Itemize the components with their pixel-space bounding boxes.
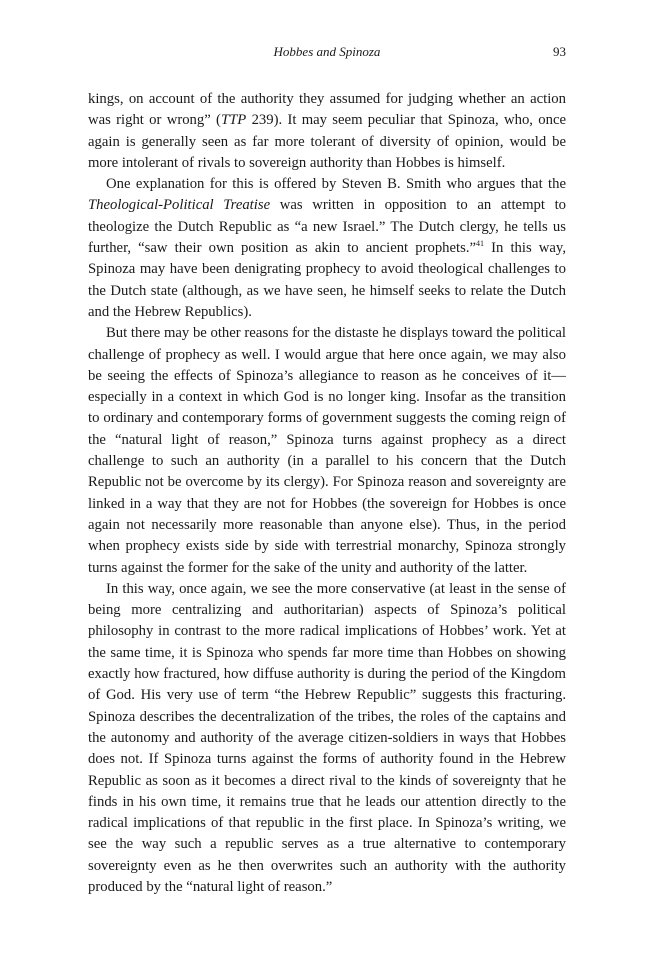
- page-number: 93: [553, 44, 566, 59]
- paragraph-3: But there may be other reasons for the distaste he displays toward the political challenge of prophecy as well. I would argue that here once again, we may also be seeing the effects of Spinoza’s allegiance to reason as he conceives of it—especially in a context in which God is no longer king. Insofar as the transition to ordinary and contemporary forms of government suggests the coming reign of the “natural light of reason,” Spinoza turns against prophecy as a direct challenge to such an authority (in a parallel to his concern that the Dutch Republic not be overcome by its clergy). For Spinoza reason and sovereignty are linked in a way that they are not for Hobbes (the sovereign for Hobbes is once again not necessarily more reasonable than anyone else). Thus, in the period when prophecy exists side by side with terrestrial monarchy, Spinoza strongly turns against the former for the sake of the unity and authority of the latter.: [88, 325, 566, 576]
- running-title: Hobbes and Spinoza: [273, 44, 381, 59]
- paragraph-2-text-b: was written in opposition to an attempt to theologize the Dutch Republic as “a new Israel.” The Dutch clergy, he tells us further, “saw their own position as akin to ancient prophets.”: [88, 197, 566, 257]
- page-header: [88, 44, 566, 64]
- paragraph-4: In this way, once again, we see the more conservative (at least in the sense of being more centralizing and authoritarian) aspects of Spinoza’s political philosophy in contrast to the more radical implications of Hobbes’ work. Yet at the same time, it is Spinoza who spends far more time than Hobbes on showing exactly how fractured, how diffuse authority is during the period of the Kingdom of God. His very use of term “the Hebrew Republic” suggests this fracturing. Spinoza describes the decentralization of the tribes, the roles of the captains and the autonomy and authority of the average citizen-soldiers in ways that Hobbes does not. If Spinoza turns against the forms of authority found in the Hebrew Republic as soon as it becomes a direct rival to the kinds of sovereignty that he finds in his own time, it remains true that he leads our attention directly to the radical implications of that republic in the first place. In Spinoza’s writing, we see the way such a republic serves as a true alternative to contemporary sovereignty even as he then overwrites such an authority with the authority produced by the “natural light of reason.”: [88, 580, 566, 895]
- paragraph-2: [88, 174, 566, 323]
- paragraph-2-text-c: In this way, Spinoza may have been denigrating prophecy to avoid theological challenges to the Dutch state (although, as we have seen, he himself seeks to relate the Dutch and the Hebrew Republics).: [88, 240, 566, 320]
- paragraph-2-text-a: One explanation for this is offered by Steven B. Smith who argues that the: [106, 176, 566, 193]
- footnote-marker: 41: [476, 239, 485, 249]
- citation-ttp: TTP: [220, 112, 247, 129]
- paragraph-1-text-a: kings, on account of the authority they assumed for judging whether an action was right or wrong” (: [88, 91, 566, 129]
- paragraph-1-text-b: 239). It may seem peculiar that Spinoza, who, once again is generally seen as far more tolerant of diversity of opinion, would be more intolerant of rivals to sovereign authority than Hobbes is himself.: [88, 112, 566, 171]
- paragraph-1: [88, 89, 566, 174]
- book-title: Theological-Political Treatise: [88, 197, 271, 214]
- body-text: [88, 89, 566, 898]
